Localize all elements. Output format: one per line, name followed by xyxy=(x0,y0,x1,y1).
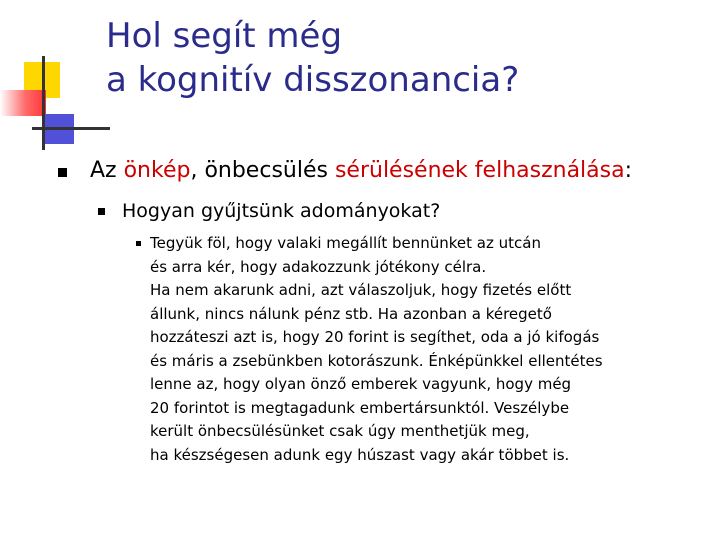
bullet-level-3 xyxy=(136,232,696,467)
title-line-2: a kognitív disszonancia? xyxy=(106,60,520,100)
paragraph-line: Ha nem akarunk adni, azt válaszoljuk, hogy fizetés előtt xyxy=(150,281,572,299)
title-line-1: Hol segít még xyxy=(106,16,343,56)
level1-prefix: Az xyxy=(90,158,124,183)
paragraph-line: lenne az, hogy olyan önző emberek vagyunk, hogy még xyxy=(150,375,572,393)
paragraph-line: 20 forintot is megtagadunk embertársunktól. Veszélybe xyxy=(150,398,570,417)
level1-middle: , önbecsülés xyxy=(190,158,335,183)
square-bullet-icon xyxy=(98,208,105,215)
bullet-level-3-paragraph xyxy=(150,232,696,467)
paragraph-line: állunk, nincs nálunk pénz stb. Ha azonban a kéregető xyxy=(150,304,552,323)
square-bullet-icon xyxy=(136,241,141,246)
bullet-level-1 xyxy=(58,155,632,187)
corner-logo-decoration xyxy=(0,48,110,148)
paragraph-line: hozzáteszi azt is, hogy 20 forint is segíthet, oda a jó kifogás xyxy=(150,328,600,346)
paragraph-line: ha készségesen adunk egy húszast vagy akár többet is. xyxy=(150,445,570,464)
square-bullet-icon xyxy=(58,168,67,177)
paragraph-line: és máris a zsebünkben kotorászunk. Énképünkkel ellentétes xyxy=(150,351,603,370)
bullet-level-2 xyxy=(98,197,440,225)
paragraph-line: Tegyük föl, hogy valaki megállít bennünket az utcán xyxy=(150,234,541,252)
level1-suffix: : xyxy=(624,158,633,183)
bullet-level-2-text: Hogyan gyűjtsünk adományokat? xyxy=(122,200,441,222)
paragraph-line: került önbecsülésünket csak úgy menthetjük meg, xyxy=(150,422,530,440)
slide-title xyxy=(106,14,706,102)
horizontal-line-decoration xyxy=(32,127,110,130)
red-square-decoration xyxy=(0,90,46,116)
level1-highlight-serules: sérülésének felhasználása xyxy=(334,158,625,183)
level1-highlight-onkep: önkép xyxy=(123,158,191,183)
paragraph-line: és arra kér, hogy adakozzunk jótékony célra. xyxy=(150,257,487,276)
vertical-line-decoration xyxy=(42,56,45,150)
bullet-level-1-text xyxy=(90,158,632,183)
